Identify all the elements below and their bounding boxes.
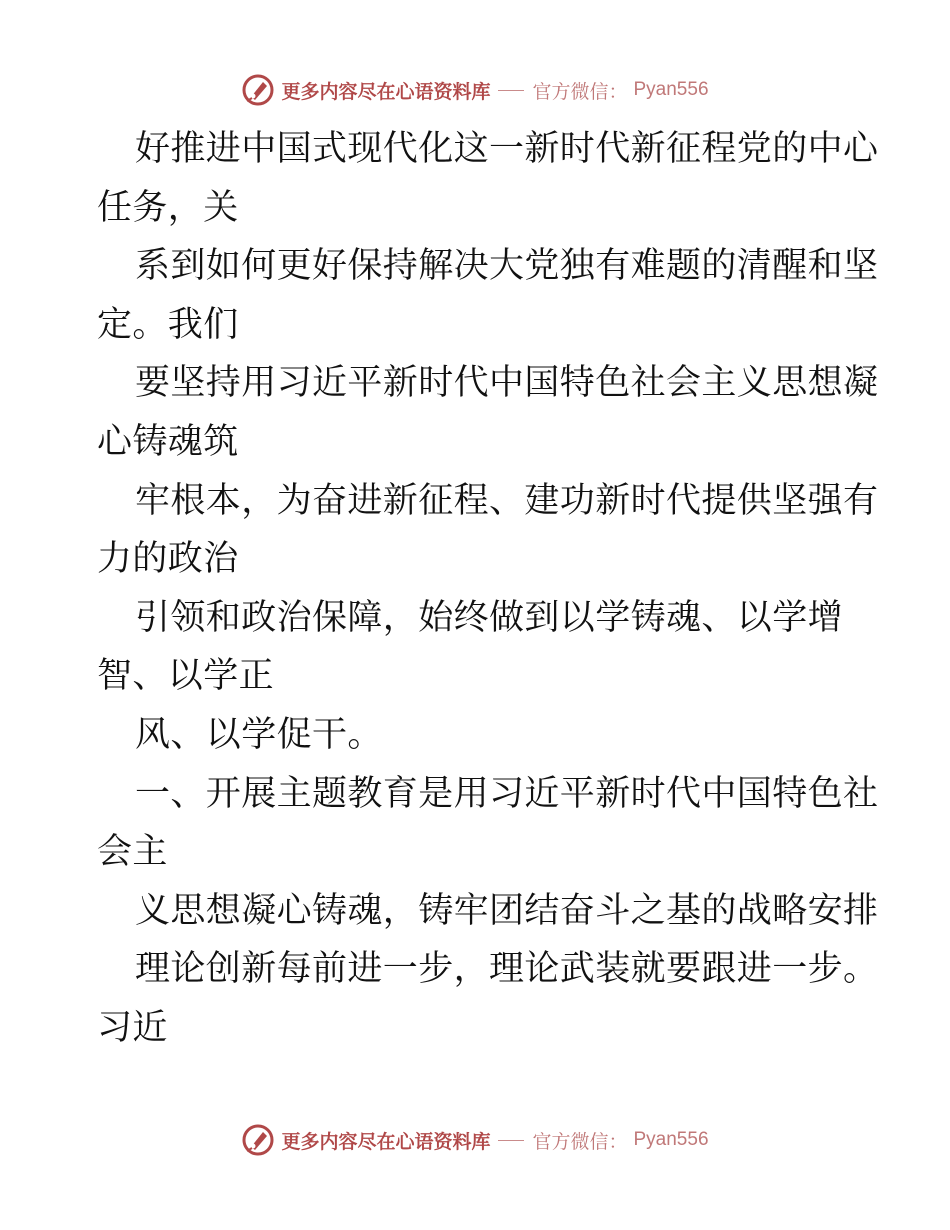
watermark-text: 更多内容尽在心语资料库 [281, 80, 491, 103]
body-line: 引领和政治保障，始终做到以学铸魂、以学增 [135, 597, 844, 638]
body-line: 力的政治 [97, 539, 239, 580]
watermark-separator [498, 1140, 524, 1141]
document-body [97, 120, 879, 1058]
body-line: 系到如何更好保持解决大党独有难题的清醒和坚 [135, 246, 879, 287]
header-watermark [0, 72, 950, 108]
body-line: 风、以学促干。 [135, 714, 383, 755]
body-line: 心铸魂筑 [97, 421, 239, 462]
pen-nib-logo-icon [241, 1123, 275, 1157]
body-line: 任务，关 [97, 187, 239, 228]
body-line: 好推进中国式现代化这一新时代新征程党的中心 [135, 129, 879, 169]
body-line: 习近 [97, 1007, 168, 1048]
watermark-text: 更多内容尽在心语资料库 [281, 1130, 491, 1153]
body-line: 牢根本，为奋进新征程、建功新时代提供坚强有 [135, 480, 879, 521]
watermark-official-label: 官方微信： [532, 80, 628, 103]
body-line: 理论创新每前进一步，理论武装就要跟进一步。 [135, 949, 879, 990]
watermark-official-label: 官方微信： [532, 1130, 628, 1153]
body-line: 定。我们 [97, 304, 239, 345]
body-line: 义思想凝心铸魂，铸牢团结奋斗之基的战略安排 [135, 890, 879, 931]
section-heading-line: 一、开展主题教育是用习近平新时代中国特色社 [135, 773, 879, 814]
watermark-separator [498, 90, 524, 91]
body-line: 要坚持用习近平新时代中国特色社会主义思想凝 [135, 363, 879, 404]
pen-nib-logo-icon [241, 73, 275, 107]
body-line: 会主 [97, 832, 168, 873]
footer-watermark [0, 1122, 950, 1158]
watermark-wechat-id: Pyan556 [633, 1129, 709, 1150]
body-line: 智、以学正 [97, 656, 275, 697]
watermark-wechat-id: Pyan556 [633, 79, 709, 100]
